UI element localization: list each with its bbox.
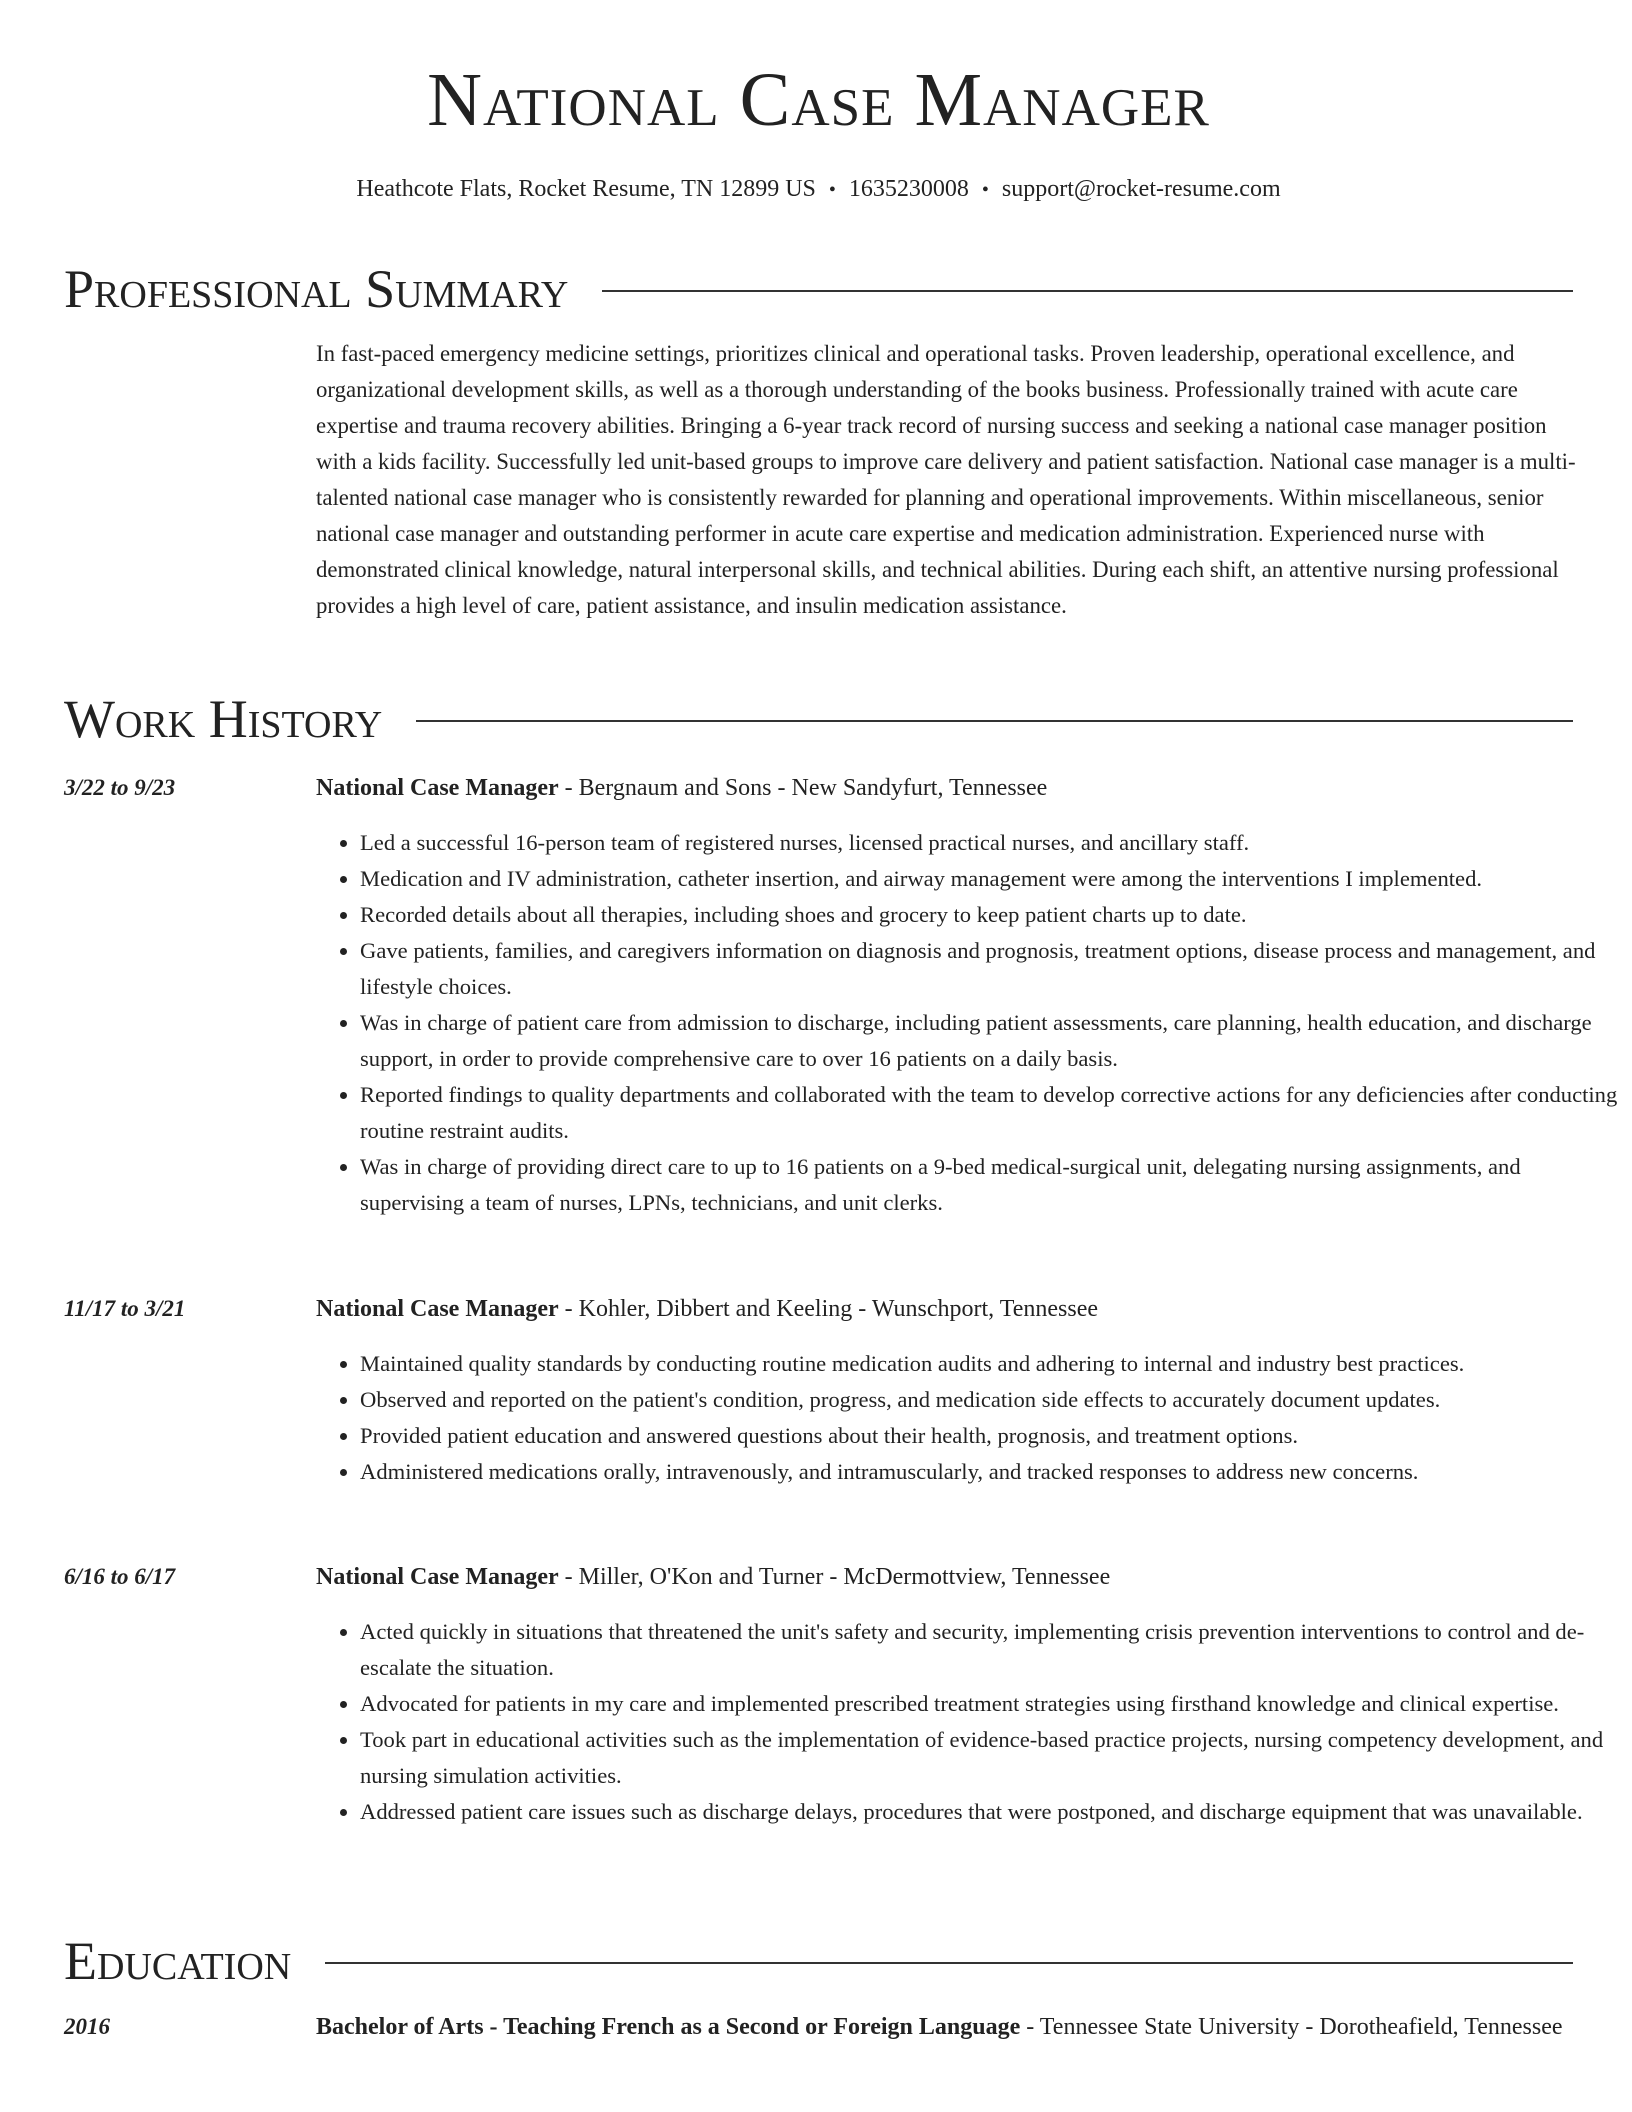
summary-section-heading (64, 259, 1573, 319)
job-employer: - Miller, O'Kon and Turner - McDermottview, Tennessee (558, 1564, 1111, 1590)
list-item: • Acted quickly in situations that threatened the unit's safety and security, implementing crisis prevention interventions to control and de-escalate the situation. (360, 1614, 1620, 1686)
list-item: • Advocated for patients in my care and implemented prescribed treatment strategies using firsthand knowledge and clinical expertise. (360, 1686, 1620, 1722)
section-title: Professional Summary (64, 259, 569, 319)
job-title: National Case Manager (316, 775, 559, 801)
contact-address: Heathcote Flats, Rocket Resume, TN 12899 US (356, 176, 816, 202)
job-bullet-list (316, 1346, 1620, 1490)
job-title: National Case Manager (316, 1296, 559, 1322)
job-employer: - Bergnaum and Sons - New Sandyfurt, Tennessee (558, 775, 1048, 801)
job-role (316, 770, 1576, 806)
school-details: - Tennessee State University - Dorotheafield, Tennessee (1020, 2014, 1563, 2040)
list-item: • Maintained quality standards by conducting routine medication audits and adhering to internal and industry best practices. (360, 1346, 1620, 1382)
section-divider (325, 1962, 1573, 1964)
section-divider (602, 290, 1573, 292)
job-role (316, 1291, 1576, 1327)
job-title: National Case Manager (316, 1564, 559, 1590)
contact-email: support@rocket-resume.com (1001, 176, 1281, 202)
list-item: • Addressed patient care issues such as discharge delays, procedures that were postponed, and discharge equipment that was unavailable. (360, 1794, 1620, 1830)
list-item: • Medication and IV administration, catheter insertion, and airway management were among the interventions I implemented. (360, 861, 1620, 897)
job-dates: 3/22 to 9/23 (64, 775, 176, 800)
work-section-heading (64, 689, 1573, 749)
contact-line (64, 177, 1573, 201)
education-degree (316, 2009, 1576, 2045)
job-dates: 6/16 to 6/17 (64, 1564, 176, 1589)
contact-phone: 1635230008 (848, 176, 969, 202)
section-title: Work History (64, 689, 383, 749)
degree-title: Bachelor of Arts - Teaching French as a Second or Foreign Language (316, 2014, 1021, 2040)
list-item: • Took part in educational activities such as the implementation of evidence-based practice projects, nursing competency development, and nursing simulation activities. (360, 1722, 1620, 1794)
list-item: • Observed and reported on the patient's condition, progress, and medication side effects to accurately document updates. (360, 1382, 1620, 1418)
list-item: • Gave patients, families, and caregivers information on diagnosis and prognosis, treatment options, disease process and management, and lifestyle choices. (360, 933, 1620, 1005)
job-role (316, 1559, 1576, 1595)
summary-text: In fast-paced emergency medicine settings, prioritizes clinical and operational tasks. Proven leadership, operational excellence, and organizational development skills, as well as a thorough understanding of the books business. Professionally trained with acute care expertise and trauma recovery abilities. Bringing a 6-year track record of nursing success and seeking a national case manager position with a kids facility. Successfully led unit-based groups to improve care delivery and patient satisfaction. National case manager is a multi-talented national case manager who is consistently rewarded for planning and operational improvements. Within miscellaneous, senior national case manager and outstanding performer in acute care expertise and medication administration. Experienced nurse with demonstrated clinical knowledge, natural interpersonal skills, and technical abilities. During each shift, an attentive nursing professional provides a high level of care, patient assistance, and insulin medication assistance. (316, 341, 1576, 618)
list-item: • Recorded details about all therapies, including shoes and grocery to keep patient charts up to date. (360, 897, 1620, 933)
job-dates: 11/17 to 3/21 (64, 1296, 186, 1321)
education-section-heading (64, 1931, 1573, 1991)
list-item: • Was in charge of patient care from admission to discharge, including patient assessments, care planning, health education, and discharge support, in order to provide comprehensive care to over 16 patients on a daily basis. (360, 1005, 1620, 1077)
list-item: • Administered medications orally, intravenously, and intramuscularly, and tracked responses to address new concerns. (360, 1454, 1620, 1490)
education-year: 2016 (64, 2014, 110, 2039)
section-title: Education (64, 1931, 292, 1991)
list-item: • Provided patient education and answered questions about their health, prognosis, and treatment options. (360, 1418, 1620, 1454)
contact-separator: • (981, 179, 989, 201)
job-bullet-list (316, 1614, 1620, 1830)
contact-separator: • (828, 179, 836, 201)
list-item: • Reported findings to quality departments and collaborated with the team to develop corrective actions for any deficiencies after conducting routine restraint audits. (360, 1077, 1620, 1149)
job-bullet-list (316, 825, 1620, 1221)
list-item: • Was in charge of providing direct care to up to 16 patients on a 9-bed medical-surgical unit, delegating nursing assignments, and supervising a team of nurses, LPNs, technicians, and unit clerks. (360, 1149, 1620, 1221)
list-item: • Led a successful 16-person team of registered nurses, licensed practical nurses, and ancillary staff. (360, 825, 1620, 861)
section-divider (416, 720, 1573, 722)
job-employer: - Kohler, Dibbert and Keeling - Wunschport, Tennessee (558, 1296, 1098, 1322)
candidate-name: National Case Manager (427, 58, 1210, 142)
